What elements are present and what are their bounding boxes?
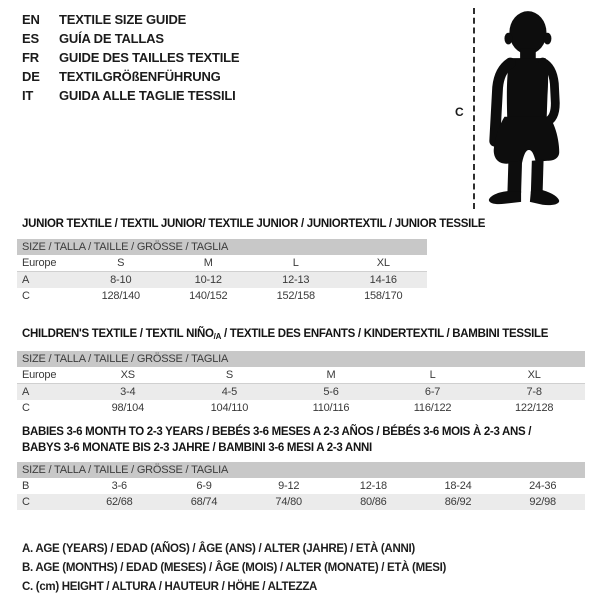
- cell: 152/158: [276, 290, 315, 302]
- children-title-post: / TEXTILE DES ENFANTS / KINDERTEXTIL / BAMBINI TESSILE: [221, 328, 549, 340]
- cell: L: [292, 257, 299, 269]
- children-title-sub: /A: [213, 332, 222, 341]
- cell: M: [326, 369, 336, 381]
- cell: 74/80: [275, 496, 302, 508]
- cell: 18-24: [444, 480, 472, 492]
- legend-line-c: C. (cm) HEIGHT / ALTURA / HAUTEUR / HÖHE / ALTEZZA: [22, 581, 318, 593]
- cell: 12-18: [359, 480, 387, 492]
- junior-table-title: JUNIOR TEXTILE / TEXTIL JUNIOR/ TEXTILE JUNIOR / JUNIORTEXTIL / JUNIOR TESSILE: [22, 218, 486, 230]
- cell: 62/68: [106, 496, 133, 508]
- table-row: [17, 400, 585, 416]
- babies-table-title: [22, 424, 531, 456]
- lang-label: GUIDE DES TAILLES TEXTILE: [59, 50, 240, 65]
- language-title-list: [22, 10, 239, 105]
- cell: XL: [527, 369, 541, 381]
- lang-label: TEXTILE SIZE GUIDE: [59, 12, 187, 27]
- cell: 3-4: [120, 386, 136, 398]
- cell: 110/116: [312, 402, 350, 414]
- lang-code: FR: [22, 50, 39, 65]
- cell: S: [117, 257, 125, 269]
- lang-code: DE: [22, 69, 40, 84]
- cell: 158/170: [364, 290, 403, 302]
- cell: 128/140: [101, 290, 140, 302]
- size-header-bar: SIZE / TALLA / TAILLE / GRÖSSE / TAGLIA: [17, 351, 585, 367]
- babies-title-line2: BABYS 3-6 MONATE BIS 2-3 JAHRE / BAMBINI 3-6 MESI A 2-3 ANNI: [22, 442, 372, 454]
- cell: 6-7: [424, 386, 441, 398]
- table-row: [17, 288, 427, 304]
- cell: S: [225, 369, 233, 381]
- size-header-bar: SIZE / TALLA / TAILLE / GRÖSSE / TAGLIA: [17, 239, 427, 255]
- cell: M: [203, 257, 213, 269]
- baby-silhouette-icon: [481, 8, 569, 206]
- cell: 9-12: [278, 480, 300, 492]
- cell: 92/98: [529, 496, 556, 508]
- lang-row-es: [22, 29, 239, 48]
- height-measure-label: C: [455, 105, 464, 119]
- height-measure-line: [473, 8, 475, 209]
- cell: 5-6: [323, 386, 339, 398]
- cell: XL: [376, 257, 390, 269]
- cell: 98/104: [111, 402, 145, 414]
- cell: 122/128: [514, 402, 554, 414]
- cell: 6-9: [196, 480, 212, 492]
- cell: 116/122: [413, 402, 452, 414]
- cell: 86/92: [444, 496, 472, 508]
- legend-line-b: B. AGE (MONTHS) / EDAD (MESES) / ÂGE (MOIS) / ALTER (MONATE) / ETÀ (MESI): [22, 562, 447, 574]
- cell: L: [429, 369, 436, 381]
- measurement-legend: [22, 540, 446, 597]
- cell: 14-16: [369, 274, 397, 286]
- lang-label: GUIDA ALLE TAGLIE TESSILI: [59, 88, 236, 103]
- cell: XS: [120, 369, 135, 381]
- table-row: [17, 272, 427, 288]
- children-size-table: [17, 351, 585, 416]
- cell: 8-10: [110, 274, 132, 286]
- row-label: C: [22, 290, 30, 302]
- legend-line-a: A. AGE (YEARS) / EDAD (AÑOS) / ÂGE (ANS) / ALTER (JAHRE) / ETÀ (ANNI): [22, 543, 415, 555]
- lang-row-en: [22, 10, 239, 29]
- lang-code: ES: [22, 31, 39, 46]
- lang-code: EN: [22, 12, 40, 27]
- junior-size-table: [17, 239, 427, 304]
- children-table-title: [22, 326, 548, 345]
- table-row: [17, 494, 585, 510]
- lang-row-de: [22, 67, 239, 86]
- size-header-bar: SIZE / TALLA / TAILLE / GRÖSSE / TAGLIA: [17, 462, 585, 478]
- babies-title-line1: BABIES 3-6 MONTH TO 2-3 YEARS / BEBÉS 3-6 MESES A 2-3 AÑOS / BÉBÉS 3-6 MOIS À 2-3 ANS /: [22, 426, 532, 438]
- table-row: [17, 255, 427, 272]
- row-label: Europe: [22, 369, 57, 381]
- lang-label: GUÍA DE TALLAS: [59, 31, 164, 46]
- lang-code: IT: [22, 88, 34, 103]
- cell: 24-36: [529, 480, 557, 492]
- lang-row-it: [22, 86, 239, 105]
- cell: 68/74: [190, 496, 218, 508]
- row-label: Europe: [22, 257, 57, 269]
- cell: 3-6: [111, 480, 127, 492]
- row-label: B: [22, 480, 30, 492]
- cell: 140/152: [189, 290, 228, 302]
- cell: 10-12: [194, 274, 222, 286]
- cell: 7-8: [526, 386, 542, 398]
- row-label: A: [22, 274, 30, 286]
- cell: 12-13: [282, 274, 310, 286]
- children-title-pre: CHILDREN'S TEXTILE / TEXTIL NIÑO: [22, 328, 214, 340]
- lang-label: TEXTILGRÖßENFÜHRUNG: [59, 69, 221, 84]
- row-label: C: [22, 496, 30, 508]
- table-row: [17, 478, 585, 494]
- row-label: C: [22, 402, 30, 414]
- babies-size-table: [17, 462, 585, 510]
- table-row: [17, 384, 585, 400]
- row-label: A: [22, 386, 30, 398]
- cell: 104/110: [210, 402, 249, 414]
- table-row: [17, 367, 585, 384]
- lang-row-fr: [22, 48, 239, 67]
- cell: 80/86: [360, 496, 387, 508]
- cell: 4-5: [221, 386, 238, 398]
